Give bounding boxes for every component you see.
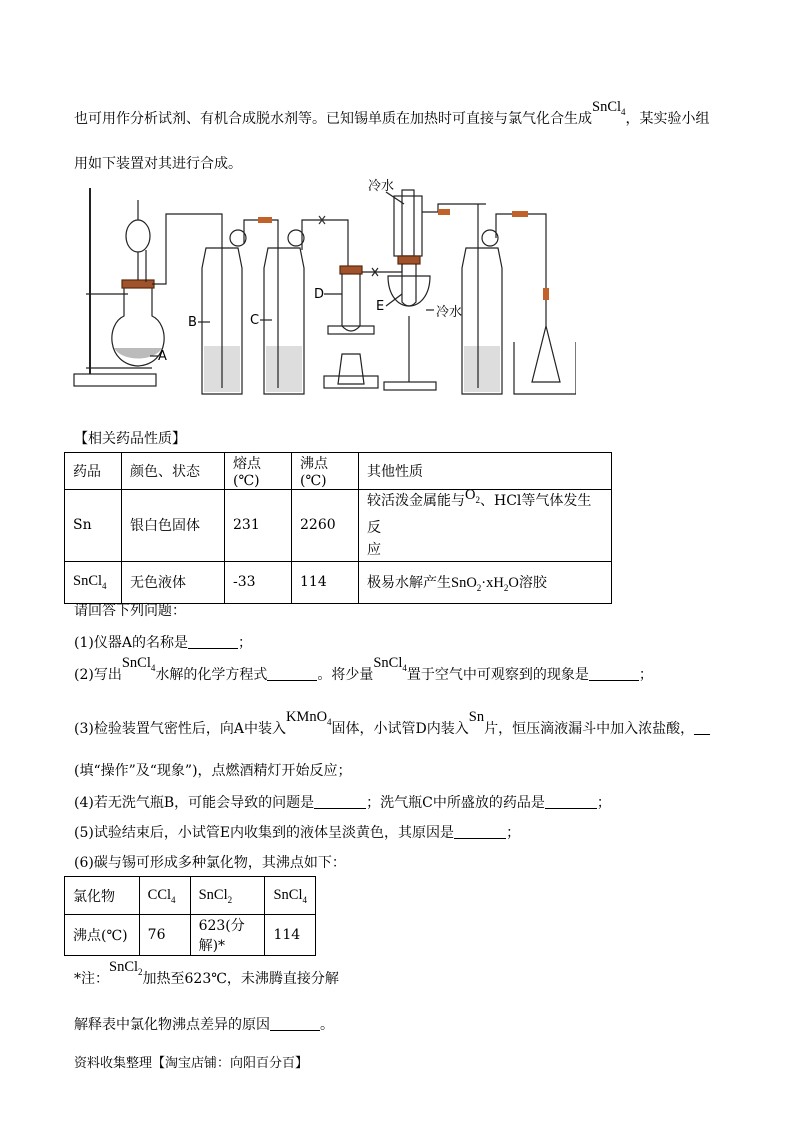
dropping-funnel [126, 220, 150, 252]
answer-blank[interactable] [270, 1016, 320, 1031]
questions-prompt: 请回答下列问题： [74, 603, 186, 619]
question-5: (5)试验结束后，小试管E内收集到的液体呈淡黄色，其原因是 ； [74, 825, 521, 841]
th-other: 其他性质 [359, 453, 612, 490]
th-state: 颜色、状态 [122, 453, 225, 490]
answer-blank[interactable] [267, 666, 317, 681]
label-a: A [158, 349, 167, 364]
props-heading: 【相关药品性质】 [74, 431, 186, 447]
question-4: (4)若无洗气瓶B，可能会导致的问题是 ；洗气瓶C中所盛放的药品是 ； [74, 795, 611, 811]
table-row: SnCl$_4$ 无色液体 -33 114 极易水解产生$SnO_2\cdot xH_2O$溶胶 [65, 561, 612, 603]
explain: 解释表中氯化物沸点差异的原因 。 [74, 1017, 334, 1033]
th-bp: 沸点(℃) [292, 453, 359, 490]
tube-c-d [302, 220, 348, 272]
answer-blank[interactable] [589, 666, 639, 681]
label-e: E [376, 299, 385, 314]
table-row: 沸点(℃) 76 623(分解)* 114 [65, 915, 316, 956]
props-table [64, 452, 612, 604]
tube-to-beaker [496, 214, 546, 326]
answer-blank[interactable] [545, 794, 597, 809]
question-3: (3)检验装置气密性后，向A中装入KMnO$_4$固体，小试管D内装入Sn片，恒压滴液漏斗中加入浓盐酸， [74, 718, 710, 739]
inverted-funnel [532, 326, 560, 382]
condenser [394, 196, 422, 256]
cell-sn: Sn [65, 490, 122, 562]
note: *注：SnCl$_2$加热至623℃，未沸腾直接分解 [74, 959, 339, 987]
label-b: B [188, 315, 197, 330]
beaker [514, 342, 576, 394]
alcohol-lamp [338, 354, 364, 384]
question-6: (6)碳与锡可形成多种氯化物，其沸点如下： [74, 855, 346, 871]
test-tube-e [402, 264, 416, 306]
th-drug: 药品 [65, 453, 122, 490]
test-tube-d [342, 274, 360, 331]
stand-base [74, 374, 156, 386]
question-1: (1)仪器A的名称是 ； [74, 635, 252, 651]
tube-b-c [244, 220, 278, 250]
table-row: Sn 银白色固体 231 2260 较活泼金属能与$O_2$、HCl等气体发生反 应 [65, 490, 612, 562]
tube-e-f [422, 204, 486, 212]
intro-line-1: 也可用作分析试剂、有机合成脱水剂等。已知锡单质在加热时可直接与氯气化合生成SnCl$_4$，某实验小组 [74, 99, 710, 127]
label-cold-water-top: 冷水 [368, 179, 395, 194]
table-row [65, 453, 612, 490]
formula-sncl4: SnCl$_4$ [592, 99, 626, 117]
th-mp: 熔点(℃) [225, 453, 292, 490]
d-stopper [340, 266, 362, 274]
answer-blank[interactable] [694, 720, 710, 735]
cold-bath [388, 276, 430, 306]
intro-line-2: 用如下装置对其进行合成。 [74, 156, 242, 172]
answer-blank[interactable] [188, 634, 238, 649]
apparatus-diagram [66, 176, 576, 402]
label-c: C [250, 313, 260, 328]
question-2: (2)写出SnCl$_4$水解的化学方程式 。将少量SnCl$_4$置于空气中可观察到的现象是 ； [74, 655, 653, 683]
footer: 资料收集整理【淘宝店铺：向阳百分百】 [74, 1056, 309, 1071]
label-cold-water-bath: 冷水 [436, 305, 463, 320]
tube-d-e [362, 256, 402, 272]
boiling-point-table [64, 876, 316, 956]
tube-a-b [152, 214, 222, 284]
question-3-cont: (填“操作”及“现象”)，点燃酒精灯开始反应； [74, 763, 352, 779]
stopper [122, 280, 154, 288]
table-row: 氯化物 CCl$_4$ SnCl$_2$ SnCl$_4$ [65, 877, 316, 915]
label-d: D [314, 287, 325, 302]
answer-blank[interactable] [454, 824, 506, 839]
flask-liquid [114, 348, 162, 359]
answer-blank[interactable] [314, 794, 366, 809]
